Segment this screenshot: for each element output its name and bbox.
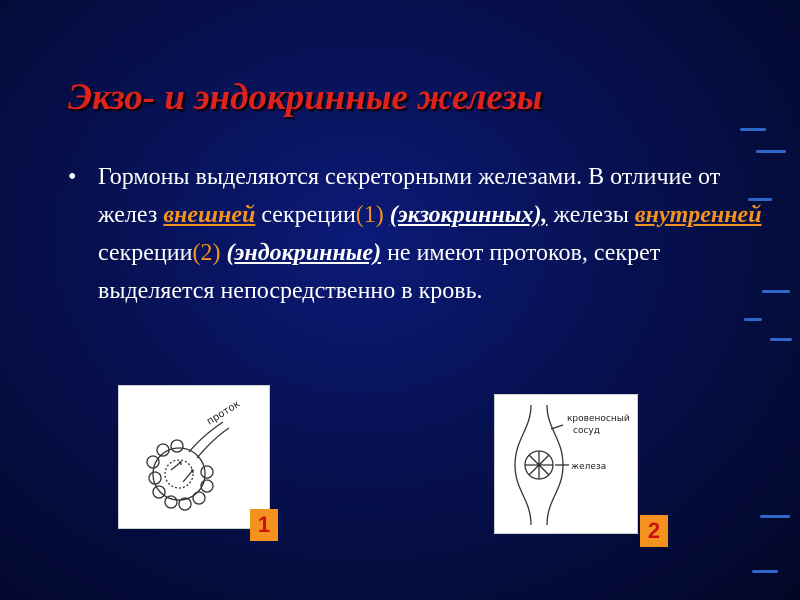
handwritten-label-gland: железа — [571, 462, 607, 472]
term-exocrine: (экзокринных), — [389, 202, 548, 228]
paragraph-text — [98, 158, 768, 310]
term-endocrine: (эндокринные) — [226, 240, 382, 266]
endocrine-gland-figure — [494, 394, 638, 534]
endocrine-gland-drawing — [495, 395, 637, 533]
stripe — [744, 318, 762, 321]
figure-number-badge-2: 2 — [640, 515, 668, 547]
bullet-symbol: • — [68, 164, 77, 190]
text-run: Гормоны выделяются секреторными железами. В отличие от желез — [98, 164, 721, 228]
stripe — [770, 338, 792, 341]
stripe — [752, 570, 778, 573]
exocrine-gland-drawing — [119, 386, 269, 528]
stripe — [756, 150, 786, 153]
key-term-external: внешней — [163, 202, 256, 228]
stripe — [740, 128, 766, 131]
slide-title: Экзо- и эндокринные железы — [68, 77, 543, 118]
bullet-paragraph — [68, 158, 768, 310]
key-term-internal: внутренней — [634, 202, 762, 228]
figure-ref-1: (1) — [355, 202, 384, 228]
stripe — [760, 515, 790, 518]
exocrine-gland-figure — [118, 385, 270, 529]
text-run: не имеют протоков, секрет выделяется непосредственно в кровь. — [98, 240, 661, 304]
text-run: секреции — [255, 202, 356, 228]
handwritten-label-vessel-1: кровеносный — [567, 414, 630, 424]
figure-number-badge-1: 1 — [250, 509, 278, 541]
handwritten-label-duct: проток — [205, 398, 243, 428]
text-run: секреции — [98, 240, 193, 266]
handwritten-label-vessel-2: сосуд — [573, 426, 600, 436]
figure-ref-2: (2) — [192, 240, 221, 266]
text-run: железы — [547, 202, 635, 228]
